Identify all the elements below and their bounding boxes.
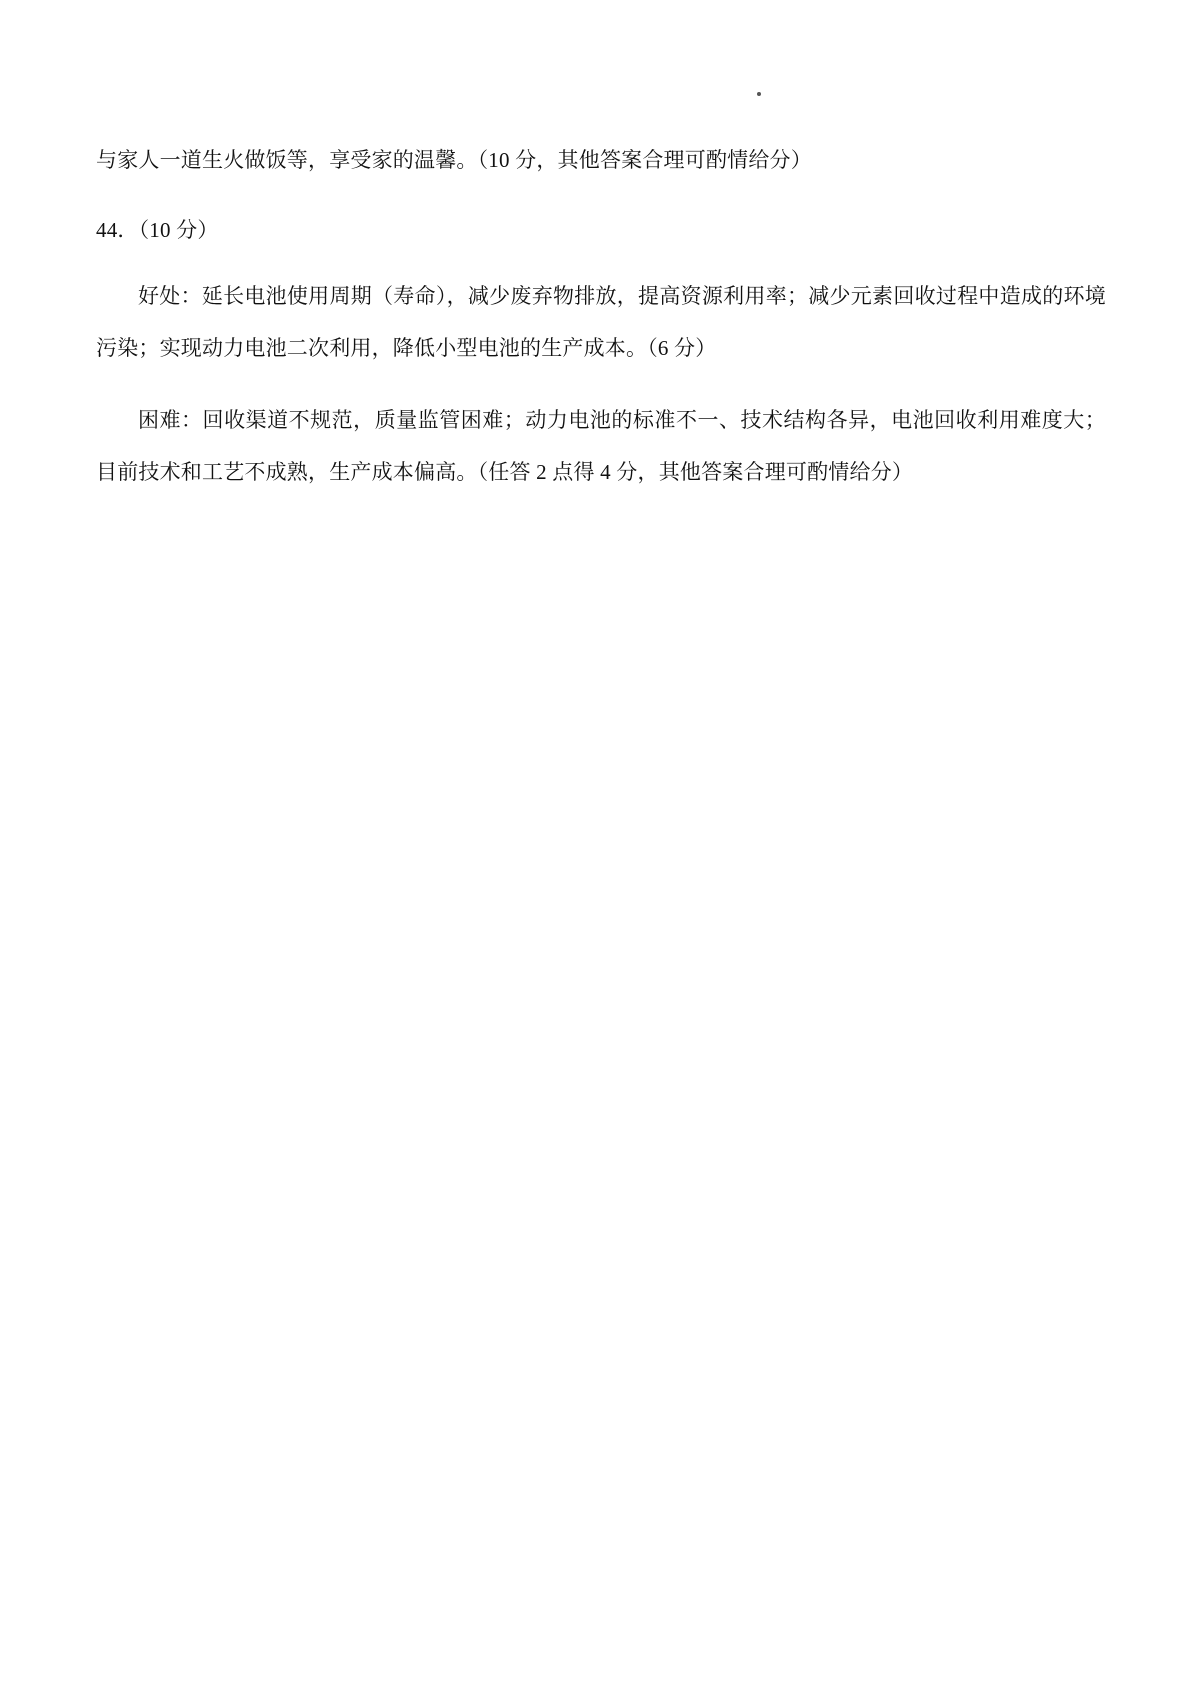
continuation-line: 与家人一道生火做饭等，享受家的温馨。（10 分，其他答案合理可酌情给分） xyxy=(96,148,812,172)
question-number-44: 44．（10 分） xyxy=(96,218,219,242)
answer-difficulties-paragraph: 困难：回收渠道不规范，质量监管困难；动力电池的标准不一、技术结构各异，电池回收利用难度大；目前技术和工艺不成熟，生产成本偏高。（任答 2 点得 4 分，其他答案合理可酌情给分） xyxy=(96,408,1106,484)
document-body xyxy=(96,96,1106,498)
answer-benefits-paragraph: 好处：延长电池使用周期（寿命），减少废弃物排放，提高资源利用率；减少元素回收过程中造成的环境污染；实现动力电池二次利用，降低小型电池的生产成本。（6 分） xyxy=(96,284,1106,360)
